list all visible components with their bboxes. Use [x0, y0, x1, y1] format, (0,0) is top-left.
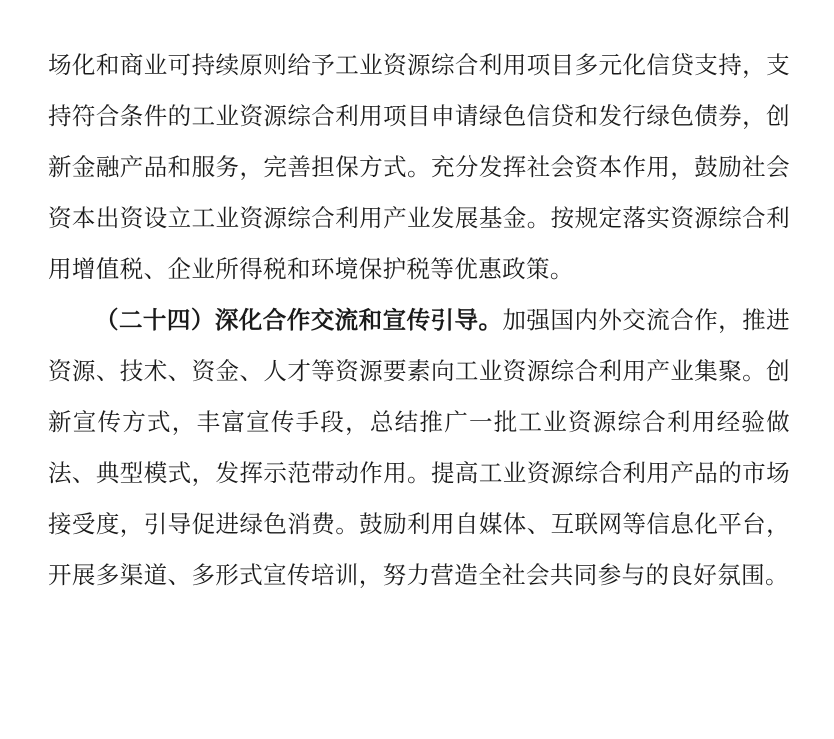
paragraph-text: 加强国内外交流合作，推进资源、技术、资金、人才等资源要素向工业资源综合利用产业集聚。创新宣传方式，丰富宣传手段，总结推广一批工业资源综合利用经验做法、典型模式，发挥示范带动作用。提高工业资源综合利用产品的市场接受度，引导促进绿色消费。鼓励利用自媒体、互联网等信息化平台，开展多渠道、多形式宣传培训，努力营造全社会共同参与的良好氛围。 [48, 306, 790, 589]
paragraph-continued [48, 40, 790, 295]
section-heading-inline: （二十四）深化合作交流和宣传引导。 [95, 306, 503, 334]
document-body [48, 40, 790, 601]
paragraph-section-24 [48, 295, 790, 601]
paragraph-text: 场化和商业可持续原则给予工业资源综合利用项目多元化信贷支持，支持符合条件的工业资源综合利用项目申请绿色信贷和发行绿色债券，创新金融产品和服务，完善担保方式。充分发挥社会资本作用，鼓励社会资本出资设立工业资源综合利用产业发展基金。按规定落实资源综合利用增值税、企业所得税和环境保护税等优惠政策。 [48, 51, 790, 283]
